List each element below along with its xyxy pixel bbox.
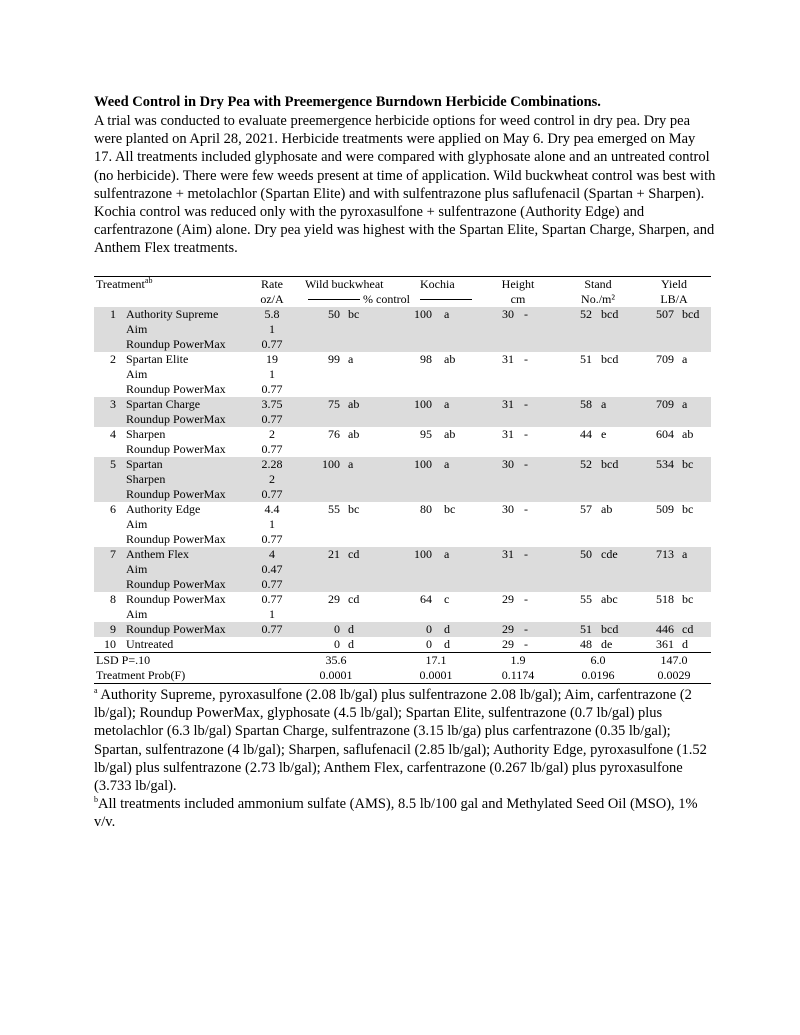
treatment-product: Sharpen — [126, 472, 166, 486]
treatment-group — [94, 592, 711, 622]
kochia-value: 95 — [420, 427, 432, 441]
treatment-rate: 0.77 — [261, 337, 283, 351]
treatment-rate: 2.28 — [261, 457, 283, 471]
yield-value: 604 — [656, 427, 674, 441]
table-row-continuation — [94, 532, 711, 547]
lsd-height: 1.9 — [510, 653, 526, 667]
treatment-number: 8 — [110, 592, 116, 606]
treatment-rate: 5.8 — [264, 307, 280, 321]
treatment-product: Roundup PowerMax — [126, 382, 226, 396]
wild-buckwheat-value: 76 — [328, 427, 340, 441]
treatment-product: Spartan — [126, 457, 163, 471]
height-letters: - — [524, 352, 528, 366]
height-letters: - — [524, 307, 528, 321]
table-row — [94, 622, 711, 637]
wild-buckwheat-value: 99 — [328, 352, 340, 366]
treatment-product: Aim — [126, 517, 148, 531]
height-value: 30 — [502, 502, 514, 516]
treatment-rate: 0.77 — [261, 577, 283, 591]
treatment-group — [94, 622, 711, 637]
kochia-value: 98 — [420, 352, 432, 366]
table-row — [94, 547, 711, 562]
treatment-product: Roundup PowerMax — [126, 487, 226, 501]
treatment-rate: 0.77 — [261, 442, 283, 456]
treatment-product: Roundup PowerMax — [126, 577, 226, 591]
control-span-right-rule — [420, 299, 472, 300]
height-value: 31 — [502, 547, 514, 561]
height-value: 29 — [502, 622, 514, 636]
treatment-rate: 0.77 — [261, 592, 283, 606]
height-value: 31 — [502, 352, 514, 366]
table-row — [94, 352, 711, 367]
wild-buckwheat-letters: cd — [348, 547, 360, 561]
yield-letters: ab — [682, 427, 694, 441]
kochia-value: 100 — [414, 307, 432, 321]
treatment-rate: 4 — [269, 547, 275, 561]
unit-rate: oz/A — [260, 292, 284, 306]
unit-stand: No./m² — [581, 292, 615, 306]
treatment-product: Spartan Charge — [126, 397, 201, 411]
header-height: Height — [501, 277, 535, 291]
stand-letters: a — [601, 397, 607, 411]
treatment-number: 5 — [110, 457, 116, 471]
height-value: 31 — [502, 427, 514, 441]
treatment-number: 6 — [110, 502, 116, 516]
treatment-rate: 4.4 — [264, 502, 280, 516]
results-table — [94, 276, 711, 684]
footnotes — [94, 686, 716, 832]
table-row-continuation — [94, 577, 711, 592]
stand-value: 50 — [580, 547, 592, 561]
table-row-continuation — [94, 562, 711, 577]
yield-letters: bcd — [682, 307, 700, 321]
treatment-number: 10 — [104, 637, 116, 651]
wild-buckwheat-value: 100 — [322, 457, 340, 471]
table-row-continuation — [94, 487, 711, 502]
height-value: 30 — [502, 307, 514, 321]
yield-letters: d — [682, 637, 688, 651]
stand-letters: bcd — [601, 352, 619, 366]
treatment-product: Anthem Flex — [126, 547, 189, 561]
table-row-continuation — [94, 472, 711, 487]
treatment-rate: 0.77 — [261, 487, 283, 501]
table-row — [94, 457, 711, 472]
yield-letters: a — [682, 352, 688, 366]
treatment-group — [94, 502, 711, 547]
treatment-rate: 0.77 — [261, 412, 283, 426]
header-treatment: Treatment$^{ab}$ — [96, 276, 153, 291]
treatment-product: Roundup PowerMax — [126, 532, 226, 546]
treatment-product: Roundup PowerMax — [126, 622, 226, 636]
footnote-b-marker: b — [94, 795, 98, 805]
stand-value: 51 — [580, 622, 592, 636]
yield-value: 509 — [656, 502, 674, 516]
table-row — [94, 637, 711, 652]
treatment-rate: 1 — [269, 367, 275, 381]
treatment-product: Roundup PowerMax — [126, 592, 226, 606]
treatment-rate: 0.47 — [261, 562, 283, 576]
lsd-stand: 6.0 — [590, 653, 606, 667]
kochia-letters: a — [444, 397, 450, 411]
unit-yield: LB/A — [660, 292, 688, 306]
kochia-letters: ab — [444, 352, 456, 366]
intro-paragraph — [94, 112, 716, 258]
treatment-product: Aim — [126, 322, 148, 336]
treatment-product: Aim — [126, 367, 148, 381]
table-row-continuation — [94, 322, 711, 337]
treatment-rate: 1 — [269, 322, 275, 336]
treatment-rate: 1 — [269, 517, 275, 531]
table-row-continuation — [94, 517, 711, 532]
prob-yield: 0.0029 — [657, 668, 691, 682]
treatment-rate: 1 — [269, 607, 275, 621]
stand-letters: bcd — [601, 622, 619, 636]
wild-buckwheat-letters: cd — [348, 592, 360, 606]
header-stand: Stand — [584, 277, 612, 291]
yield-letters: bc — [682, 502, 694, 516]
treatment-product: Authority Edge — [126, 502, 201, 516]
height-letters: - — [524, 637, 528, 651]
height-value: 31 — [502, 397, 514, 411]
control-span-left-rule — [308, 299, 360, 300]
unit-control: % control — [363, 292, 410, 306]
stand-letters: bcd — [601, 457, 619, 471]
treatment-rate: 0.77 — [261, 532, 283, 546]
lsd-kochia: 17.1 — [425, 653, 447, 667]
stand-value: 44 — [580, 427, 592, 441]
treatment-group — [94, 307, 711, 352]
stand-value: 52 — [580, 307, 592, 321]
treatment-product: Authority Supreme — [126, 307, 219, 321]
height-letters: - — [524, 457, 528, 471]
height-letters: - — [524, 502, 528, 516]
treatment-group — [94, 637, 711, 652]
table-row-continuation — [94, 607, 711, 622]
treatment-product: Aim — [126, 562, 148, 576]
table-header-row — [94, 276, 711, 292]
height-value: 29 — [502, 637, 514, 651]
treatment-rate: 2 — [269, 427, 275, 441]
stand-value: 48 — [580, 637, 592, 651]
treatment-number: 2 — [110, 352, 116, 366]
stand-letters: bcd — [601, 307, 619, 321]
stand-letters: abc — [601, 592, 618, 606]
kochia-letters: d — [444, 622, 450, 636]
yield-value: 518 — [656, 592, 674, 606]
yield-value: 709 — [656, 352, 674, 366]
treatment-number: 3 — [110, 397, 116, 411]
header-treatment-footnote: ab — [144, 276, 153, 285]
table-row-continuation — [94, 412, 711, 427]
header-rate: Rate — [261, 277, 283, 291]
height-letters: - — [524, 592, 528, 606]
treatment-rate: 19 — [266, 352, 278, 366]
prob-row — [94, 668, 711, 684]
kochia-letters: a — [444, 307, 450, 321]
stand-value: 58 — [580, 397, 592, 411]
kochia-letters: d — [444, 637, 450, 651]
kochia-value: 0 — [426, 637, 432, 651]
treatment-group — [94, 352, 711, 397]
wild-buckwheat-letters: a — [348, 352, 354, 366]
yield-letters: cd — [682, 622, 694, 636]
treatment-group — [94, 547, 711, 592]
intro-text: A trial was conducted to evaluate preemergence herbicide options for weed control in dry pea. Dry pea were planted on April 28, 2021. Herbicide treatments were applied on May 6. Dry pea emerged on May 17. All treatments included glyphosate and were compared with glyphosate alone and an untreated control (no herbicide). There were few weeds present at time of application. Wild buckwheat control was best with sulfentrazone + metolachlor (Spartan Elite) and with sulfentrazone plus saflufenacil (Spartan + Sharpen). Kochia control was reduced only with the pyroxasulfone + sulfentrazone (Authority Edge) and carfentrazone (Aim) alone. Dry pea yield was highest with the Spartan Elite, Spartan Charge, Sharpen, and Anthem Flex treatments. — [94, 113, 716, 257]
kochia-value: 64 — [420, 592, 432, 606]
wild-buckwheat-value: 0 — [334, 637, 340, 651]
stand-value: 52 — [580, 457, 592, 471]
wild-buckwheat-value: 29 — [328, 592, 340, 606]
height-letters: - — [524, 427, 528, 441]
yield-letters: a — [682, 547, 688, 561]
prob-height: 0.1174 — [501, 668, 535, 682]
treatment-number: 9 — [110, 622, 116, 636]
footnote-a — [94, 686, 716, 795]
treatment-product: Roundup PowerMax — [126, 337, 226, 351]
height-letters: - — [524, 547, 528, 561]
stand-value: 51 — [580, 352, 592, 366]
yield-value: 446 — [656, 622, 674, 636]
table-row — [94, 397, 711, 412]
yield-value: 713 — [656, 547, 674, 561]
header-wild-buckwheat: Wild buckwheat — [305, 277, 384, 291]
lsd-wild-buckwheat: 35.6 — [325, 653, 347, 667]
wild-buckwheat-value: 75 — [328, 397, 340, 411]
prob-label: Treatment Prob(F) — [96, 668, 186, 682]
yield-letters: bc — [682, 457, 694, 471]
wild-buckwheat-value: 21 — [328, 547, 340, 561]
table-row-continuation — [94, 442, 711, 457]
treatment-number: 4 — [110, 427, 116, 441]
treatment-group — [94, 457, 711, 502]
table-row — [94, 592, 711, 607]
header-kochia: Kochia — [420, 277, 455, 291]
footnote-a-text: Authority Supreme, pyroxasulfone (2.08 lb/gal) plus sulfentrazone 2.08 lb/gal); Aim, carfentrazone (2 lb/gal); Roundup PowerMax, glyphosate (4.5 lb/gal); Spartan Elite, sulfentrazone (0.7 lb/gal) plus metolachlor (6.3 lb/gal) Spartan Charge, sulfentrazone (3.15 lb/ga) plus carfentrazone (0.35 lb/gal); Spartan, sulfentrazone (4 lb/gal); Sharpen, saflufenacil (2.85 lb/gal); Authority Edge, pyroxasulfone (1.52 lb/gal) plus sulfentrazone (2.73 lb/gal); Anthem Flex, carfentrazone (0.267 lb/gal) plus pyroxasulfone (3.733 lb/gal). — [94, 687, 707, 795]
yield-value: 534 — [656, 457, 674, 471]
yield-letters: a — [682, 397, 688, 411]
treatment-product: Sharpen — [126, 427, 166, 441]
table-row-continuation — [94, 337, 711, 352]
stand-letters: de — [601, 637, 613, 651]
stand-letters: e — [601, 427, 607, 441]
wild-buckwheat-value: 50 — [328, 307, 340, 321]
table-row-continuation — [94, 382, 711, 397]
height-value: 29 — [502, 592, 514, 606]
wild-buckwheat-value: 55 — [328, 502, 340, 516]
wild-buckwheat-letters: bc — [348, 502, 360, 516]
table-body — [94, 307, 711, 652]
kochia-value: 100 — [414, 457, 432, 471]
header-yield: Yield — [661, 277, 687, 291]
kochia-letters: bc — [444, 502, 456, 516]
kochia-value: 0 — [426, 622, 432, 636]
wild-buckwheat-letters: a — [348, 457, 354, 471]
kochia-value: 80 — [420, 502, 432, 516]
treatment-rate: 3.75 — [261, 397, 283, 411]
footnote-a-marker: a — [94, 686, 98, 696]
kochia-letters: a — [444, 457, 450, 471]
stand-value: 55 — [580, 592, 592, 606]
table-row — [94, 502, 711, 517]
yield-value: 507 — [656, 307, 674, 321]
wild-buckwheat-letters: d — [348, 637, 354, 651]
treatment-number: 7 — [110, 547, 116, 561]
prob-kochia: 0.0001 — [419, 668, 453, 682]
yield-letters: bc — [682, 592, 694, 606]
treatment-product: Roundup PowerMax — [126, 442, 226, 456]
kochia-letters: a — [444, 547, 450, 561]
table-row — [94, 307, 711, 322]
stand-letters: cde — [601, 547, 618, 561]
height-value: 30 — [502, 457, 514, 471]
treatment-rate: 0.77 — [261, 382, 283, 396]
lsd-row — [94, 652, 711, 668]
height-letters: - — [524, 622, 528, 636]
treatment-product: Roundup PowerMax — [126, 412, 226, 426]
prob-stand: 0.0196 — [581, 668, 615, 682]
treatment-product: Spartan Elite — [126, 352, 189, 366]
footnote-b — [94, 795, 716, 831]
table-row — [94, 427, 711, 442]
treatment-group — [94, 397, 711, 427]
stand-value: 57 — [580, 502, 592, 516]
wild-buckwheat-letters: bc — [348, 307, 360, 321]
kochia-value: 100 — [414, 547, 432, 561]
treatment-rate: 2 — [269, 472, 275, 486]
table-row-continuation — [94, 367, 711, 382]
unit-height: cm — [510, 292, 526, 306]
treatment-number: 1 — [110, 307, 116, 321]
lsd-label: LSD P=.10 — [96, 653, 151, 667]
kochia-letters: c — [444, 592, 450, 606]
kochia-value: 100 — [414, 397, 432, 411]
height-letters: - — [524, 397, 528, 411]
wild-buckwheat-letters: ab — [348, 427, 360, 441]
wild-buckwheat-value: 0 — [334, 622, 340, 636]
prob-wild-buckwheat: 0.0001 — [319, 668, 353, 682]
wild-buckwheat-letters: ab — [348, 397, 360, 411]
treatment-group — [94, 427, 711, 457]
table-unit-row — [94, 292, 711, 307]
treatment-product: Aim — [126, 607, 148, 621]
wild-buckwheat-letters: d — [348, 622, 354, 636]
document-title: Weed Control in Dry Pea with Preemergence Burndown Herbicide Combinations. — [94, 94, 601, 110]
lsd-yield: 147.0 — [660, 653, 688, 667]
footnote-b-text: All treatments included ammonium sulfate (AMS), 8.5 lb/100 gal and Methylated Seed Oil (MSO), 1% v/v. — [94, 796, 698, 831]
stand-letters: ab — [601, 502, 613, 516]
treatment-rate: 0.77 — [261, 622, 283, 636]
yield-value: 709 — [656, 397, 674, 411]
treatment-product: Untreated — [126, 637, 174, 651]
yield-value: 361 — [656, 637, 674, 651]
kochia-letters: ab — [444, 427, 456, 441]
